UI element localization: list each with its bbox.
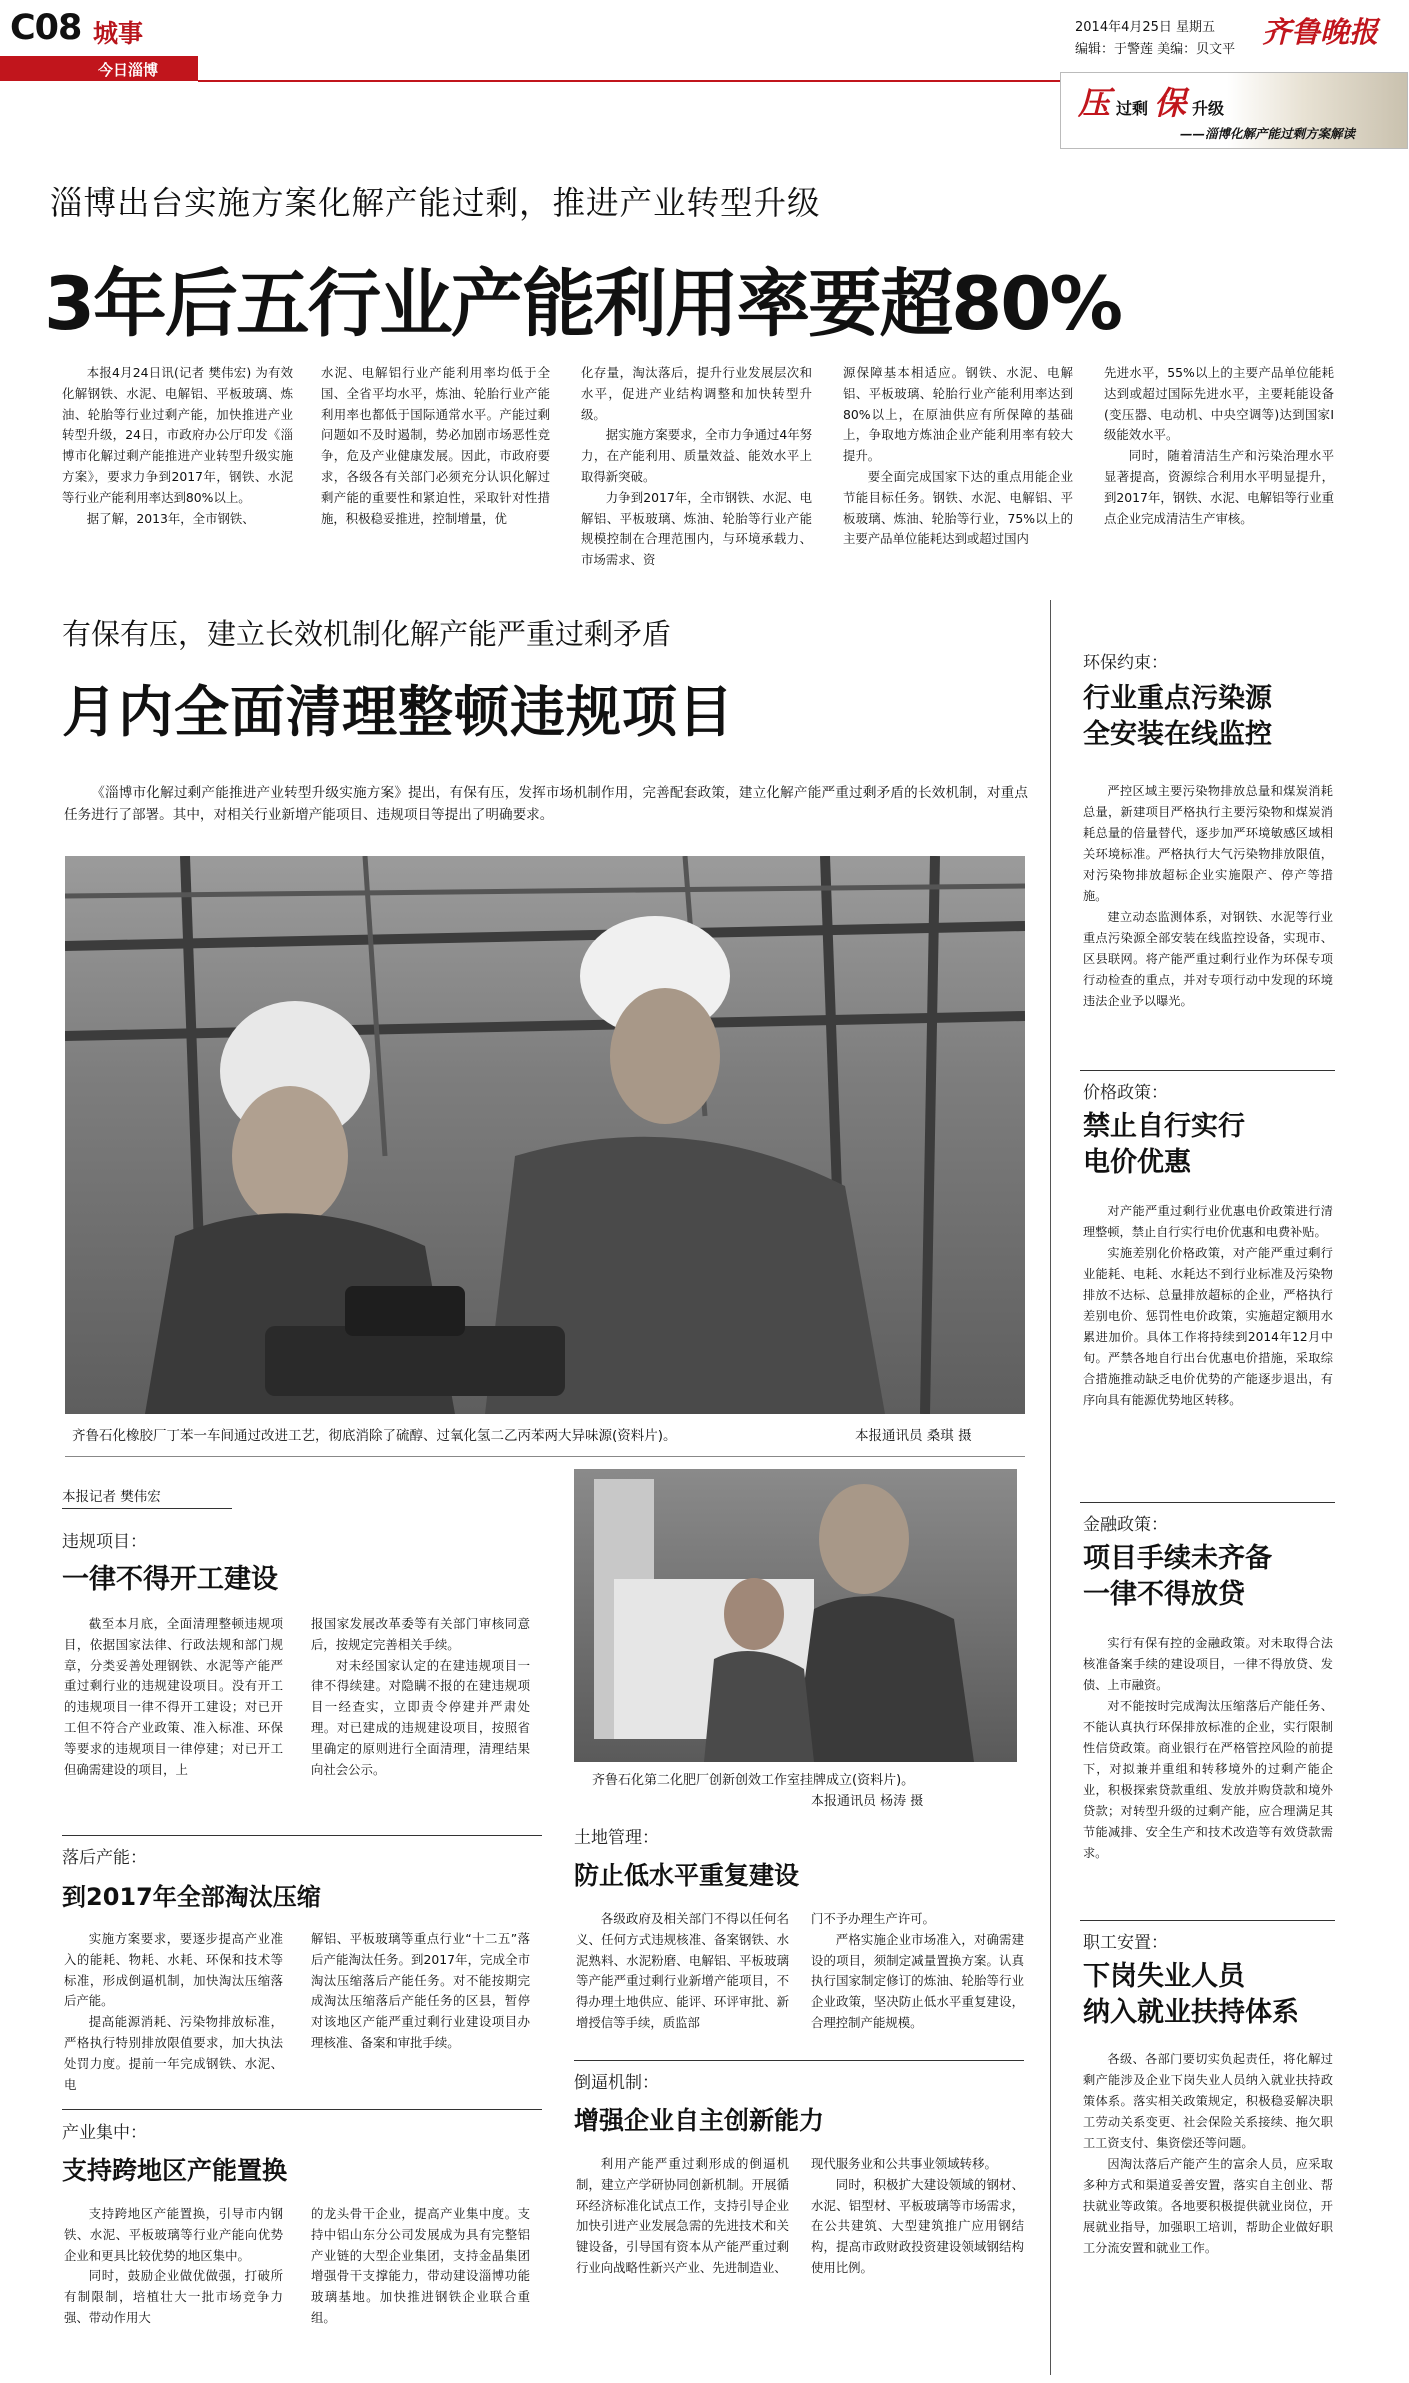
side-2-body (1083, 1201, 1333, 1411)
side-4-p: 因淘汰落后产能产生的富余人员，应采取多种方式和渠道妥善安置，落实自主创业、帮扶就业等政策。各地要积极提供就业岗位，开展就业指导，加强职工培训，帮助企业做好职工分流安置和就业工作。 (1083, 2157, 1333, 2255)
s3-label: 产业集中： (62, 2123, 147, 2143)
lead-p: 据实施方案要求，全市力争通过4年努力，在产能利用、质量效益、能效水平上取得新突破。 (581, 427, 812, 484)
lead-col-5 (1104, 363, 1334, 529)
editor-credit: 编辑：于警莲 美编：贝文平 (1075, 42, 1236, 57)
s5-title: 增强企业自主创新能力 (574, 2106, 825, 2135)
side-1-title-1: 行业重点污染源 (1083, 683, 1272, 714)
s4-p: 严格实施企业市场准入，对确需建设的项目，须制定减量置换方案。认真执行国家制定修订的炼油、轮胎等行业企业政策，坚决防止低水平重复建设，合理控制产能规模。 (811, 1931, 1024, 2030)
lead-col-2 (321, 363, 550, 529)
s1-col-2 (311, 1614, 530, 1780)
lead-p: 据了解，2013年，全市钢铁、 (86, 510, 255, 526)
s5-label: 倒逼机制： (574, 2073, 659, 2093)
page-number: C08 (10, 8, 82, 48)
banner-big-1: 压 (1078, 84, 1111, 122)
lead-col-3 (581, 363, 812, 571)
column-divider (1050, 600, 1051, 2375)
side-2-p: 实施差别化价格政策，对产能严重过剩行业能耗、电耗、水耗达不到行业标准及污染物排放不达标、总量排放超标的企业，严格执行差别电价、惩罚性电价政策，实施超定额用水累进加价。具体工作将持续到2014年12月中旬。严禁各地自行出台优惠电价措施，采取综合措施推动缺乏电价优势的产能逐步退出，有序向具有能源优势地区转移。 (1083, 1246, 1333, 1407)
banner-big-2: 保 (1154, 84, 1187, 122)
side-1-body (1083, 781, 1333, 1012)
s5-col-2 (811, 2154, 1024, 2279)
s4-col-1 (576, 1909, 789, 2034)
side-4-title-1: 下岗失业人员 (1083, 1961, 1245, 1992)
subsection-name: 今日淄博 (98, 61, 159, 79)
s1-label: 违规项目： (62, 1532, 147, 1552)
s4-p: 各级政府及相关部门不得以任何名义、任何方式违规核准、备案钢铁、水泥熟料、水泥粉磨、电解铝、平板玻璃等产能严重过剩行业新增产能项目，不得办理土地供应、能评、环评审批、新增授信等手续，质监部 (576, 1911, 789, 2030)
lead-p: 水泥、电解铝行业产能利用率均低于全国、全省平均水平，炼油、轮胎行业产能利用率也都低于国际通常水平。产能过剩问题如不及时遏制，势必加剧市场恶性竞争，危及产业健康发展。因此，市政府要求，各级各有关部门必须充分认识化解过剩产能的重要性和紧迫性，采取针对性措施，积极稳妥推进，控制增量，优 (321, 365, 550, 526)
side-3-label: 金融政策： (1083, 1515, 1168, 1535)
s2-col-2 (311, 1929, 530, 2054)
side-3-body (1083, 1633, 1333, 1864)
side-3-title-1: 项目手续未齐备 (1083, 1543, 1272, 1574)
byline-rule (62, 1508, 232, 1509)
lead-col-4 (843, 363, 1073, 550)
side-4-label: 职工安置： (1083, 1933, 1168, 1953)
s2-label: 落后产能： (62, 1848, 147, 1868)
byline: 本报记者 樊伟宏 (62, 1489, 161, 1505)
lead-p: 要全面完成国家下达的重点用能企业节能目标任务。钢铁、水泥、电解铝、平板玻璃、炼油、轮胎等行业，75%以上的主要产品单位能耗达到或超过国内 (843, 468, 1073, 547)
photo-1-caption: 齐鲁石化橡胶厂丁苯一车间通过改进工艺，彻底消除了硫醇、过氧化氢二乙丙苯两大异味源(资料片)。 (72, 1428, 677, 1444)
s4-label: 土地管理： (574, 1828, 659, 1848)
s2-p: 解铝、平板玻璃等重点行业“十二五”落后产能淘汰任务。到2017年，完成全市淘汰压缩落后产能任务。对不能按期完成淘汰压缩落后产能任务的区县，暂停对该地区产能严重过剩行业建设项目办理核准、备案和审批手续。 (311, 1931, 530, 2050)
side-block-2 (1083, 1078, 1333, 1411)
masthead-logo: 齐鲁晚报 (1262, 15, 1379, 49)
side-rule-2 (1080, 1502, 1335, 1503)
s2-rule (62, 2109, 542, 2110)
s2-p: 实施方案要求，要逐步提高产业准入的能耗、物耗、水耗、环保和技术等标准，形成倒逼机制，加快淘汰压缩落后产能。 (64, 1931, 283, 2009)
side-rule-3 (1080, 1920, 1335, 1921)
lead-p: 先进水平，55%以上的主要产品单位能耗达到或超过国际先进水平，主要耗能设备(变压器、电动机、中央空调等)达到国家Ⅰ级能效水平。 (1104, 365, 1334, 443)
s1-col-1 (64, 1614, 283, 1780)
photo-studio-plaque (574, 1469, 1017, 1762)
side-3-title-2: 一律不得放贷 (1083, 1579, 1245, 1610)
side-1-title-2: 全安装在线监控 (1083, 719, 1272, 750)
banner-text (1078, 78, 1224, 124)
side-4-p: 各级、各部门要切实负起责任，将化解过剩产能涉及企业下岗失业人员纳入就业扶持政策体系。落实相关政策规定，积极稳妥解决职工劳动关系变更、社会保险关系接续、拖欠职工工资支付、集资偿还等问题。 (1083, 2052, 1333, 2150)
s4-rule (574, 2060, 1024, 2061)
side-block-3 (1083, 1510, 1333, 1864)
s5-p: 同时，积极扩大建设领域的钢材、水泥、铝型材、平板玻璃等市场需求，在公共建筑、大型建筑推广应用钢结构，提高市政财政投资建设领域钢结构使用比例。 (811, 2176, 1024, 2275)
side-4-title-2: 纳入就业扶持体系 (1083, 1997, 1299, 2028)
s2-col-1 (64, 1929, 283, 2095)
s4-title: 防止低水平重复建设 (574, 1861, 800, 1890)
photo-2-illustration (574, 1469, 1017, 1762)
lead-p: 化存量，淘汰落后，提升行业发展层次和水平，促进产业结构调整和加快转型升级。 (581, 365, 812, 422)
s3-col-1 (64, 2204, 283, 2329)
s5-p: 利用产能严重过剩形成的倒逼机制，建立产学研协同创新机制。开展循环经济标准化试点工作，支持引导企业加快引进产业发展急需的先进技术和关键设备，引导国有资本从产能严重过剩行业向战略性新兴产业、先进制造业、 (576, 2156, 789, 2275)
s3-p: 同时，鼓励企业做优做强，打破所有制限制，培植壮大一批市场竞争力强、带动作用大 (64, 2268, 283, 2325)
lead-p: 本报4月24日讯(记者 樊伟宏) 为有效化解钢铁、水泥、电解铝、平板玻璃、炼油、轮胎等行业过剩产能，加快推进产业转型升级，24日，市政府办公厅印发《淄博市化解过剩产能推进产业转型升级实施方案》，要求力争到2017年，钢铁、水泥等行业产能利用率达到80%以上。 (62, 365, 293, 505)
lead-headline: 3年后五行业产能利用率要超80% (44, 262, 1122, 347)
s3-title: 支持跨地区产能置换 (62, 2156, 288, 2185)
s1-title: 一律不得开工建设 (62, 1564, 278, 1595)
s4-p: 门不予办理生产许可。 (811, 1911, 935, 1926)
side-3-p: 对不能按时完成淘汰压缩落后产能任务、不能认真执行环保排放标准的企业，实行限制性信贷政策。商业银行在严格管控风险的前提下，对拟兼并重组和转移境外的过剩产能企业，积极探索贷款重组、发放并购贷款和境外贷款；对转型升级的过剩产能，应合理满足其节能减排、安全生产和技术改造等有效贷款需求。 (1083, 1699, 1333, 1860)
side-block-1 (1083, 648, 1333, 1012)
side-2-title-2: 电价优惠 (1083, 1147, 1191, 1178)
s2-title: 到2017年全部淘汰压缩 (62, 1883, 321, 1911)
second-headline: 月内全面清理整顿违规项目 (62, 680, 735, 744)
photo-1-credit: 本报通讯员 桑琪 摄 (855, 1428, 972, 1444)
s1-rule (62, 1835, 542, 1836)
banner-small-2: 升级 (1192, 99, 1225, 118)
side-rule-1 (1080, 1070, 1335, 1071)
lead-p: 同时，随着清洁生产和污染治理水平显著提高，资源综合利用水平明显提升，到2017年，钢铁、水泥、电解铝等行业重点企业完成清洁生产审核。 (1104, 448, 1334, 526)
s4-col-2 (811, 1909, 1024, 2034)
section-name: 城事 (93, 19, 144, 48)
banner-subtitle: ——淄博化解产能过剩方案解读 (1180, 126, 1356, 141)
s3-p: 的龙头骨干企业，提高产业集中度。支持中铝山东分公司发展成为具有完整铝产业链的大型企业集团，支持金晶集团增强骨干支撑能力，带动建设淄博功能玻璃基地。加快推进钢铁企业联合重组。 (311, 2206, 530, 2325)
second-kicker: 有保有压，建立长效机制化解产能严重过剩矛盾 (62, 617, 672, 651)
side-4-body (1083, 2049, 1333, 2259)
lead-p: 力争到2017年，全市钢铁、水泥、电解铝、平板玻璃、炼油、轮胎等行业产能规模控制在合理范围内，与环境承载力、市场需求、资 (581, 489, 812, 568)
s1-p: 截至本月底，全面清理整顿违规项目，依据国家法律、行政法规和部门规章，分类妥善处理钢铁、水泥等产能严重过剩行业的违规建设项目。没有开工的违规项目一律不得开工建设；对已开工但不符合产业政策、准入标准、环保等要求的违规项目一律停建；对已开工但确需建设的项目，上 (64, 1616, 283, 1777)
side-2-label: 价格政策： (1083, 1083, 1168, 1103)
side-1-p: 严控区域主要污染物排放总量和煤炭消耗总量，新建项目严格执行主要污染物和煤炭消耗总量的倍量替代，逐步加严环境敏感区域相关环境标准。严格执行大气污染物排放限值，对污染物排放超标企业实施限产、停产等措施。 (1083, 784, 1333, 903)
side-3-p: 实行有保有控的金融政策。对未取得合法核准备案手续的建设项目，一律不得放贷、发债、上市融资。 (1083, 1636, 1333, 1692)
caption-rule (65, 1456, 1025, 1457)
lead-kicker: 淄博出台实施方案化解产能过剩，推进产业转型升级 (50, 184, 821, 222)
s3-p: 支持跨地区产能置换，引导市内钢铁、水泥、平板玻璃等行业产能向优势企业和更具比较优势的地区集中。 (64, 2206, 283, 2263)
s3-col-2 (311, 2204, 530, 2329)
second-intro: 《淄博市化解过剩产能推进产业转型升级实施方案》提出，有保有压，发挥市场机制作用，完善配套政策，建立化解产能严重过剩矛盾的长效机制，对重点任务进行了部署。其中，对相关行业新增产能项目、违规项目等提出了明确要求。 (64, 785, 1028, 823)
banner-small-1: 过剩 (1116, 99, 1149, 118)
side-2-title-1: 禁止自行实行 (1083, 1111, 1245, 1142)
s1-p: 报国家发展改革委等有关部门审核同意后，按规定完善相关手续。 (311, 1616, 530, 1652)
issue-date: 2014年4月25日 星期五 (1075, 20, 1216, 35)
photo-workers-valve (65, 856, 1025, 1414)
side-block-4 (1083, 1928, 1333, 2259)
s1-p: 对未经国家认定的在建违规项目一律不得续建。对隐瞒不报的在建违规项目一经查实，立即责令停建并严肃处理。对已建成的违规建设项目，按照省里确定的原则进行全面清理，清理结果向社会公示。 (311, 1657, 530, 1777)
lead-col-1 (62, 363, 293, 529)
side-2-p: 对产能严重过剩行业优惠电价政策进行清理整顿，禁止自行实行电价优惠和电费补贴。 (1083, 1204, 1333, 1239)
s5-col-1 (576, 2154, 789, 2279)
photo-2-credit: 本报通讯员 杨涛 摄 (811, 1794, 924, 1809)
s2-p: 提高能源消耗、污染物排放标准，严格执行特别排放限值要求，加大执法处罚力度。提前一年完成钢铁、水泥、电 (64, 2014, 283, 2092)
photo-1-illustration (65, 856, 1025, 1414)
photo-2-caption: 齐鲁石化第二化肥厂创新创效工作室挂牌成立(资料片)。 (592, 1773, 915, 1788)
side-1-p: 建立动态监测体系，对钢铁、水泥等行业重点污染源全部安装在线监控设备，实现市、区县联网。将产能严重过剩行业作为环保专项行动检查的重点，并对专项行动中发现的环境违法企业予以曝光。 (1083, 910, 1333, 1008)
s5-p: 现代服务业和公共事业领域转移。 (811, 2156, 997, 2171)
lead-p: 源保障基本相适应。钢铁、水泥、电解铝、平板玻璃、轮胎行业产能利用率达到80%以上，在原油供应有所保障的基础上，争取地方炼油企业产能利用率有较大提升。 (843, 365, 1073, 464)
side-1-label: 环保约束： (1083, 653, 1168, 673)
